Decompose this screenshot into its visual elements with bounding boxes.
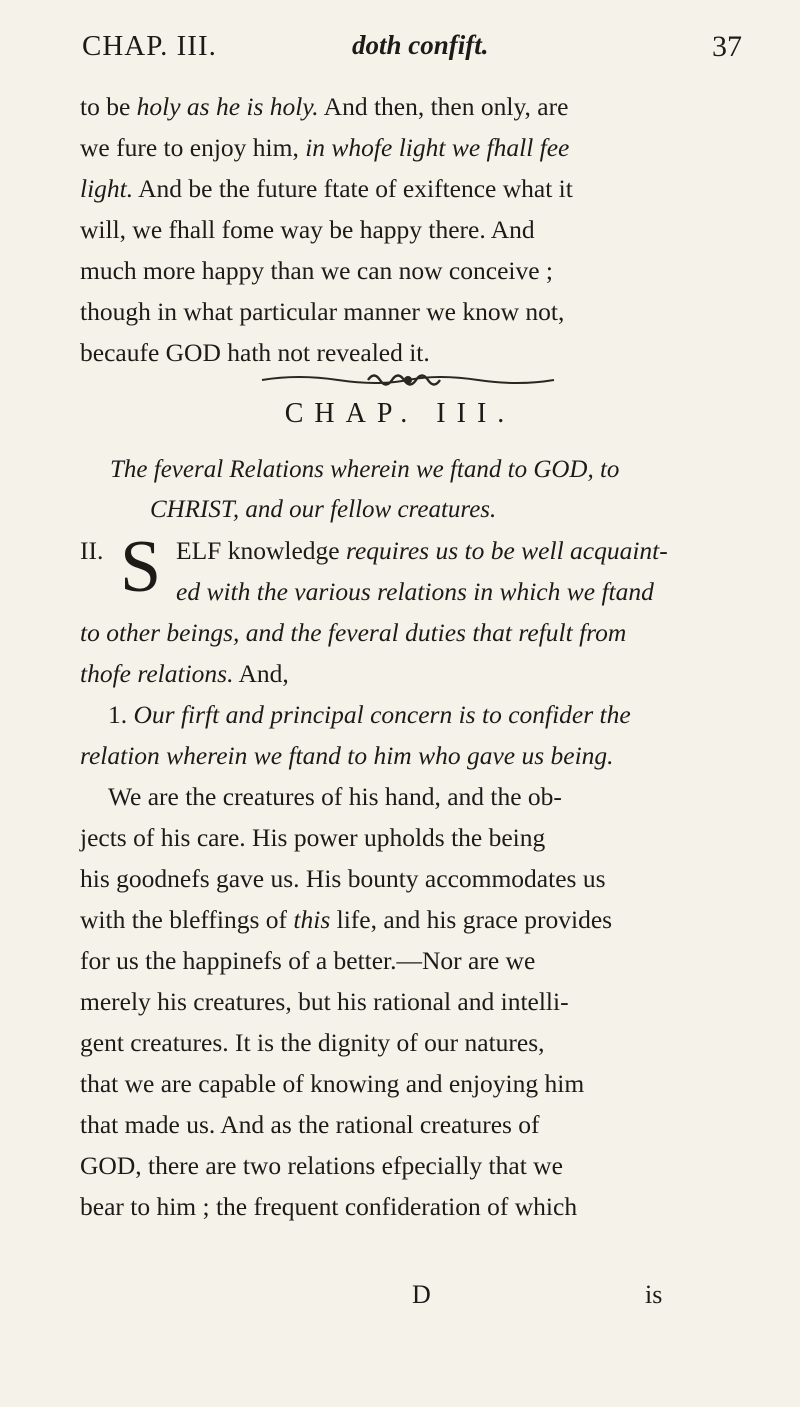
- text-line: that we are capable of knowing and enjoying him: [80, 1069, 585, 1098]
- text-line: 1. Our firft and principal concern is to confider the: [108, 700, 631, 729]
- section-number: II.: [80, 536, 104, 565]
- chapter-heading: CHAP. III.: [284, 398, 516, 429]
- text-line: his goodnefs gave us. His bounty accommodates us: [80, 864, 606, 893]
- text-line: We are the creatures of his hand, and the ob-: [108, 782, 562, 811]
- chapter-title-line: The feveral Relations wherein we ftand to GOD, to: [110, 456, 620, 483]
- text-line: becaufe GOD hath not revealed it.: [80, 338, 430, 367]
- text-line: much more happy than we can now conceive ;: [80, 256, 553, 285]
- printers-ornament: [258, 370, 558, 390]
- text-line: we fure to enjoy him, in whofe light we fhall fee: [80, 133, 570, 162]
- text-line: with the bleffings of this life, and his grace provides: [80, 905, 613, 934]
- text-line: to be holy as he is holy. And then, then only, are: [80, 92, 569, 121]
- text-line: thofe relations. And,: [80, 659, 289, 688]
- text-line: though in what particular manner we know not,: [80, 297, 565, 326]
- text-line: merely his creatures, but his rational and intelli-: [80, 987, 569, 1016]
- section-paragraph: [80, 526, 748, 694]
- chapter-title-line: CHRIST, and our fellow creatures.: [150, 496, 497, 523]
- page-number: 37: [712, 30, 742, 63]
- main-paragraph: [80, 694, 748, 1227]
- running-header: [82, 30, 742, 70]
- header-chapter: CHAP. III.: [82, 30, 217, 62]
- text-line: jects of his care. His power upholds the being: [80, 823, 546, 852]
- page-footer: [0, 1280, 800, 1320]
- continuation-paragraph: [80, 86, 748, 373]
- text-line: bear to him ; the frequent confideration of which: [80, 1192, 578, 1221]
- text-line: that made us. And as the rational creatures of: [80, 1110, 540, 1139]
- text-line: relation wherein we ftand to him who gave us being.: [80, 741, 614, 770]
- text-line: II. ELF knowledge requires us to be well acquaint-: [80, 530, 748, 571]
- text-line: ed with the various relations in which we ftand: [176, 577, 654, 606]
- signature-mark: D: [412, 1280, 431, 1309]
- text-line: gent creatures. It is the dignity of our natures,: [80, 1028, 545, 1057]
- drop-cap: S: [120, 526, 162, 608]
- text-line: light. And be the future ftate of exiftence what it: [80, 174, 573, 203]
- chapter-title: [110, 450, 750, 530]
- header-running-title: doth confift.: [352, 30, 489, 60]
- text-line: to other beings, and the feveral duties that refult from: [80, 618, 627, 647]
- catchword: is: [645, 1280, 663, 1309]
- text-line: for us the happinefs of a better.—Nor are we: [80, 946, 536, 975]
- text-line: will, we fhall fome way be happy there. And: [80, 215, 535, 244]
- text-line: GOD, there are two relations efpecially that we: [80, 1151, 563, 1180]
